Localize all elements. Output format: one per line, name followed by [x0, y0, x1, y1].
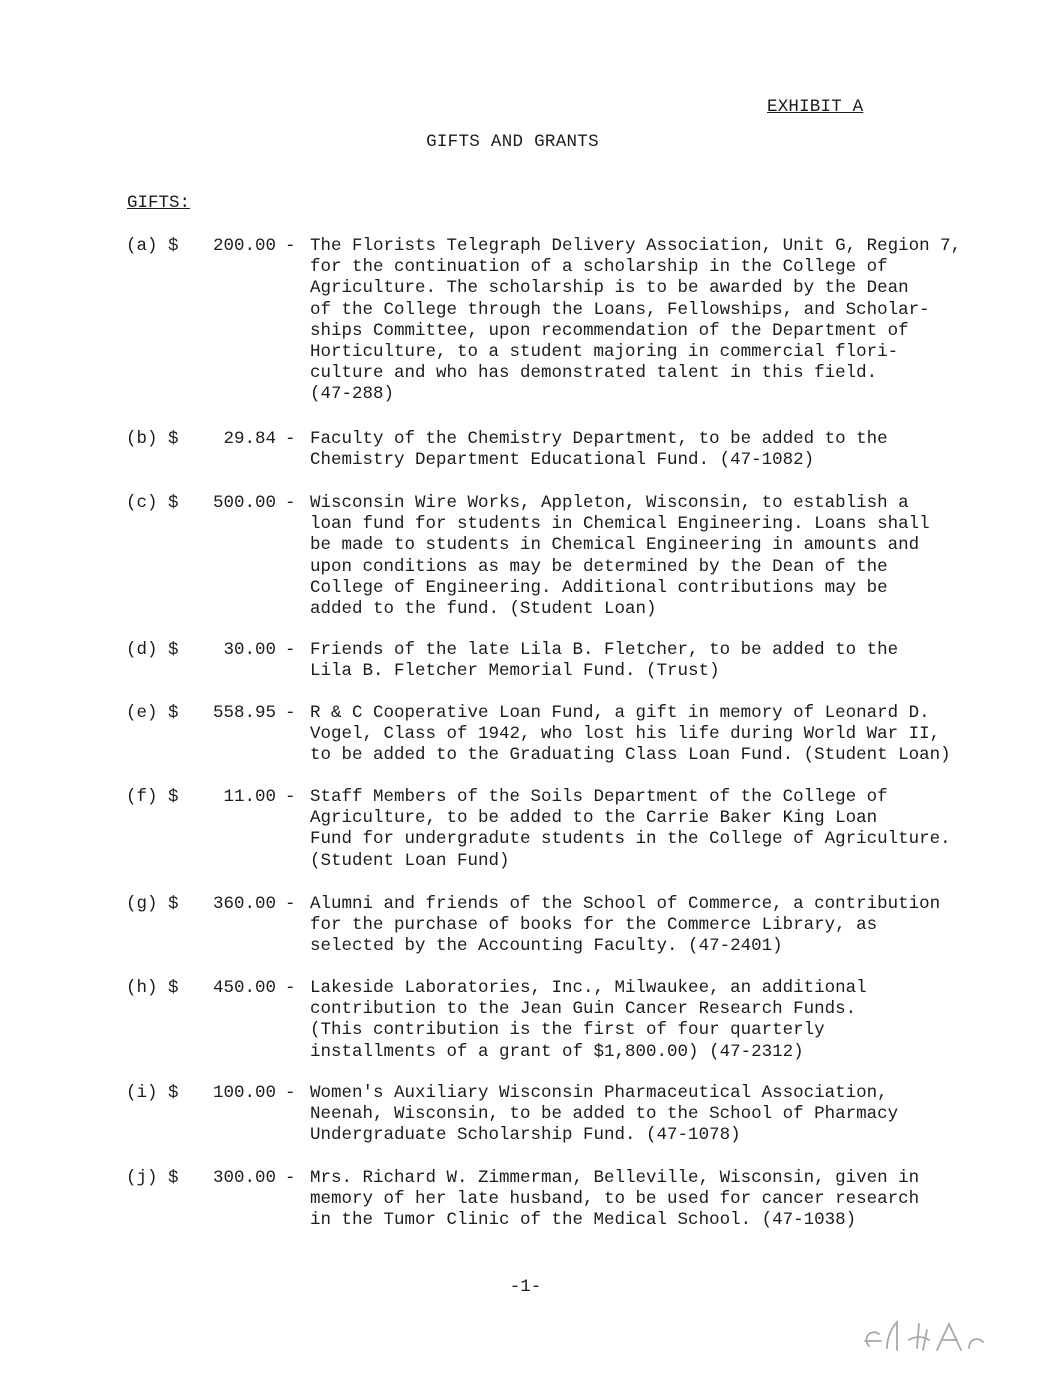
gift-description: Alumni and friends of the School of Commerce, a contribution for the purchase of books for the Commerce Library, as selected by the Accounting Faculty. (47-2401): [310, 894, 941, 957]
gift-description: Staff Members of the Soils Department of the College of Agriculture, to be added to the Carrie Baker King Loan Fund for undergradute students in the College of Agriculture. (Student Loan Fund): [310, 787, 951, 871]
gift-description: Friends of the late Lila B. Fletcher, to be added to the Lila B. Fletcher Memorial Fund. (Trust): [310, 640, 899, 682]
gift-dash: -: [285, 429, 296, 449]
gift-amount: 29.84: [223, 429, 276, 449]
exhibit-label: EXHIBIT A: [767, 97, 864, 117]
gift-letter: (i) $: [126, 1083, 179, 1103]
gift-amount: 100.00: [212, 1083, 276, 1103]
gift-description: Mrs. Richard W. Zimmerman, Belleville, Wisconsin, given in memory of her late husband, to be used for cancer research in the Tumor Clinic of the Medical School. (47-1038): [310, 1168, 920, 1231]
gift-description: The Florists Telegraph Delivery Association, Unit G, Region 7, for the continuation of a scholarship in the College of Agriculture. The scholarship is to be awarded by the Dean of the College through the Loans, Fellowships, and Scholar- ships Committee, upon recommendation of the Department of Horticulture, to a student majoring in commercial flori- culture and who has demonstrated talent in this field. (47-288): [310, 236, 962, 405]
gift-description: Faculty of the Chemistry Department, to be added to the Chemistry Department Educational Fund. (47-1082): [310, 429, 888, 471]
section-heading-gifts: GIFTS:: [127, 193, 191, 213]
gift-amount: 500.00: [212, 493, 276, 513]
gift-amount: 30.00: [223, 640, 276, 660]
gift-letter: (c) $: [126, 493, 179, 513]
gift-letter: (j) $: [126, 1168, 179, 1188]
gift-dash: -: [285, 640, 296, 660]
gift-letter: (f) $: [126, 787, 179, 807]
gift-amount: 300.00: [212, 1168, 276, 1188]
gift-amount: 450.00: [212, 978, 276, 998]
gift-dash: -: [285, 894, 296, 914]
gift-dash: -: [285, 1168, 296, 1188]
gift-description: R & C Cooperative Loan Fund, a gift in memory of Leonard D. Vogel, Class of 1942, who lost his life during World War II, to be added to the Graduating Class Loan Fund. (Student Loan): [310, 703, 951, 766]
gift-description: Women's Auxiliary Wisconsin Pharmaceutical Association, Neenah, Wisconsin, to be added to the School of Pharmacy Undergraduate Scholarship Fund. (47-1078): [310, 1083, 899, 1146]
gift-letter: (g) $: [126, 894, 179, 914]
document-title: GIFTS AND GRANTS: [426, 132, 599, 152]
gift-dash: -: [285, 236, 296, 256]
gift-dash: -: [285, 978, 296, 998]
gift-dash: -: [285, 787, 296, 807]
gift-amount: 11.00: [223, 787, 276, 807]
gift-dash: -: [285, 1083, 296, 1103]
gift-description: Wisconsin Wire Works, Appleton, Wisconsin, to establish a loan fund for students in Chemical Engineering. Loans shall be made to students in Chemical Engineering in amounts and upon conditions as may be determined by the Dean of the College of Engineering. Additional contributions may be added to the fund. (Student Loan): [310, 493, 930, 620]
gift-dash: -: [285, 703, 296, 723]
gift-amount: 360.00: [212, 894, 276, 914]
gift-dash: -: [285, 493, 296, 513]
gift-letter: (d) $: [126, 640, 179, 660]
gift-description: Lakeside Laboratories, Inc., Milwaukee, an additional contribution to the Jean Guin Cancer Research Funds. (This contribution is the first of four quarterly installments of a grant of $1,800.00) (47-2312): [310, 978, 867, 1062]
page-number: -1-: [509, 1277, 542, 1297]
handwritten-annotation: [857, 1316, 1027, 1361]
gift-letter: (b) $: [126, 429, 179, 449]
gift-amount: 200.00: [212, 236, 276, 256]
gift-amount: 558.95: [212, 703, 276, 723]
gift-letter: (a) $: [126, 236, 179, 256]
gift-letter: (h) $: [126, 978, 179, 998]
gift-letter: (e) $: [126, 703, 179, 723]
